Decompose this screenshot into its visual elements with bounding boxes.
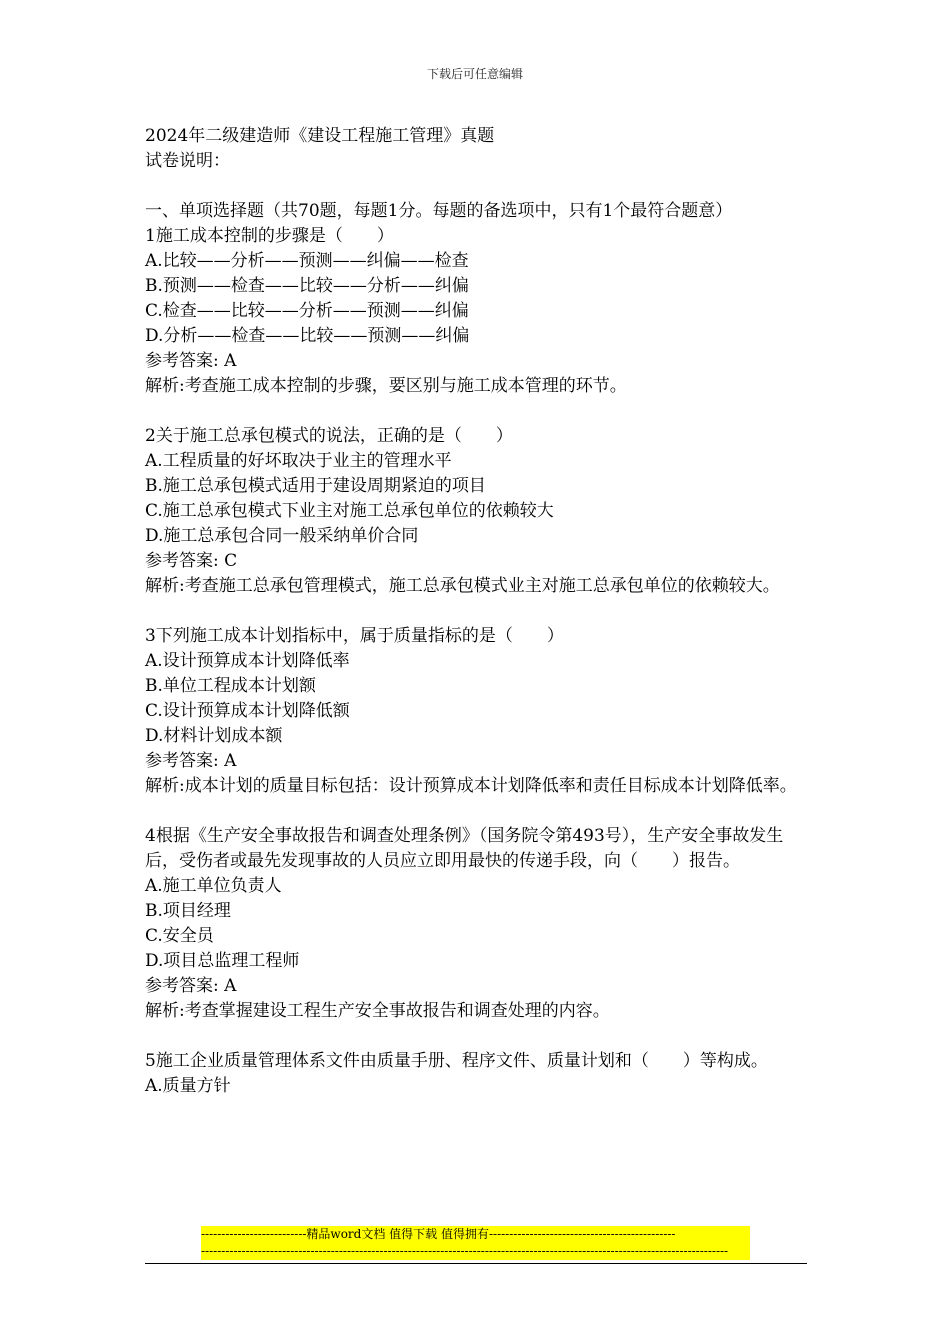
answer-analysis: 解析:考查掌握建设工程生产安全事故报告和调查处理的内容。	[145, 1001, 610, 1021]
option-d: D.项目总监理工程师	[145, 951, 300, 971]
option-c: C.设计预算成本计划降低额	[145, 701, 350, 721]
answer-analysis: 解析:考查施工成本控制的步骤，要区别与施工成本管理的环节。	[145, 376, 627, 396]
blank-line	[145, 599, 807, 624]
option-a: A.质量方针	[145, 1076, 231, 1096]
option-d: D.施工总承包合同一般采纳单价合同	[145, 526, 419, 546]
paper-intro: 试卷说明：	[145, 151, 230, 171]
option-d: D.材料计划成本额	[145, 726, 283, 746]
question-stem: 5施工企业质量管理体系文件由质量手册、程序文件、质量计划和（ ）等构成。	[145, 1051, 768, 1071]
page-header: 下载后可任意编辑	[426, 67, 523, 81]
option-a: A.施工单位负责人	[145, 876, 282, 896]
blank-line	[145, 799, 807, 824]
option-d: D.分析——检查——比较——预测——纠偏	[145, 326, 470, 346]
question-5	[145, 1049, 807, 1099]
reference-answer: 参考答案: C	[145, 551, 238, 571]
option-a: A.设计预算成本计划降低率	[145, 651, 350, 671]
footer-banner	[201, 1226, 750, 1260]
option-c: C.施工总承包模式下业主对施工总承包单位的依赖较大	[145, 501, 554, 521]
option-b: B.预测——检查——比较——分析——纠偏	[145, 276, 469, 296]
reference-answer: 参考答案: A	[145, 976, 237, 996]
option-c: C.检查——比较——分析——预测——纠偏	[145, 301, 469, 321]
question-3	[145, 624, 807, 799]
blank-line	[145, 1024, 807, 1049]
reference-answer: 参考答案: A	[145, 351, 237, 371]
option-b: B.项目经理	[145, 901, 231, 921]
footer-rule	[145, 1263, 807, 1264]
footer-banner-line: --------------------------精品word文档 值得下载 值得拥有----------------------------------------------	[201, 1227, 676, 1241]
answer-analysis: 解析:成本计划的质量目标包括：设计预算成本计划降低率和责任目标成本计划降低率。	[145, 776, 797, 796]
question-stem: 1施工成本控制的步骤是（ ）	[145, 226, 394, 246]
question-4	[145, 824, 807, 1024]
question-1	[145, 224, 807, 399]
blank-line	[145, 399, 807, 424]
question-stem: 4根据《生产安全事故报告和调查处理条例》（国务院令第493号），生产安全事故发生后，受伤者或最先发现事故的人员应立即用最快的传递手段，向（ ）报告。	[145, 826, 784, 871]
option-b: B.单位工程成本计划额	[145, 676, 316, 696]
reference-answer: 参考答案: A	[145, 751, 237, 771]
document-body	[145, 124, 807, 1099]
blank-line	[145, 174, 807, 199]
option-c: C.安全员	[145, 926, 214, 946]
document-title: 2024年二级建造师《建设工程施工管理》真题	[145, 126, 495, 146]
question-stem: 2关于施工总承包模式的说法，正确的是（ ）	[145, 426, 513, 446]
option-b: B.施工总承包模式适用于建设周期紧迫的项目	[145, 476, 486, 496]
question-2	[145, 424, 807, 599]
option-a: A.工程质量的好坏取决于业主的管理水平	[145, 451, 452, 471]
footer-divider-line: ----------------------------------------------------------------------------------------------------------------------------------	[201, 1244, 729, 1258]
question-stem: 3下列施工成本计划指标中，属于质量指标的是（ ）	[145, 626, 564, 646]
section-heading: 一、单项选择题（共70题，每题1分。每题的备选项中，只有1个最符合题意）	[145, 201, 733, 221]
answer-analysis: 解析:考查施工总承包管理模式，施工总承包模式业主对施工总承包单位的依赖较大。	[145, 576, 780, 596]
option-a: A.比较——分析——预测——纠偏——检查	[145, 251, 469, 271]
